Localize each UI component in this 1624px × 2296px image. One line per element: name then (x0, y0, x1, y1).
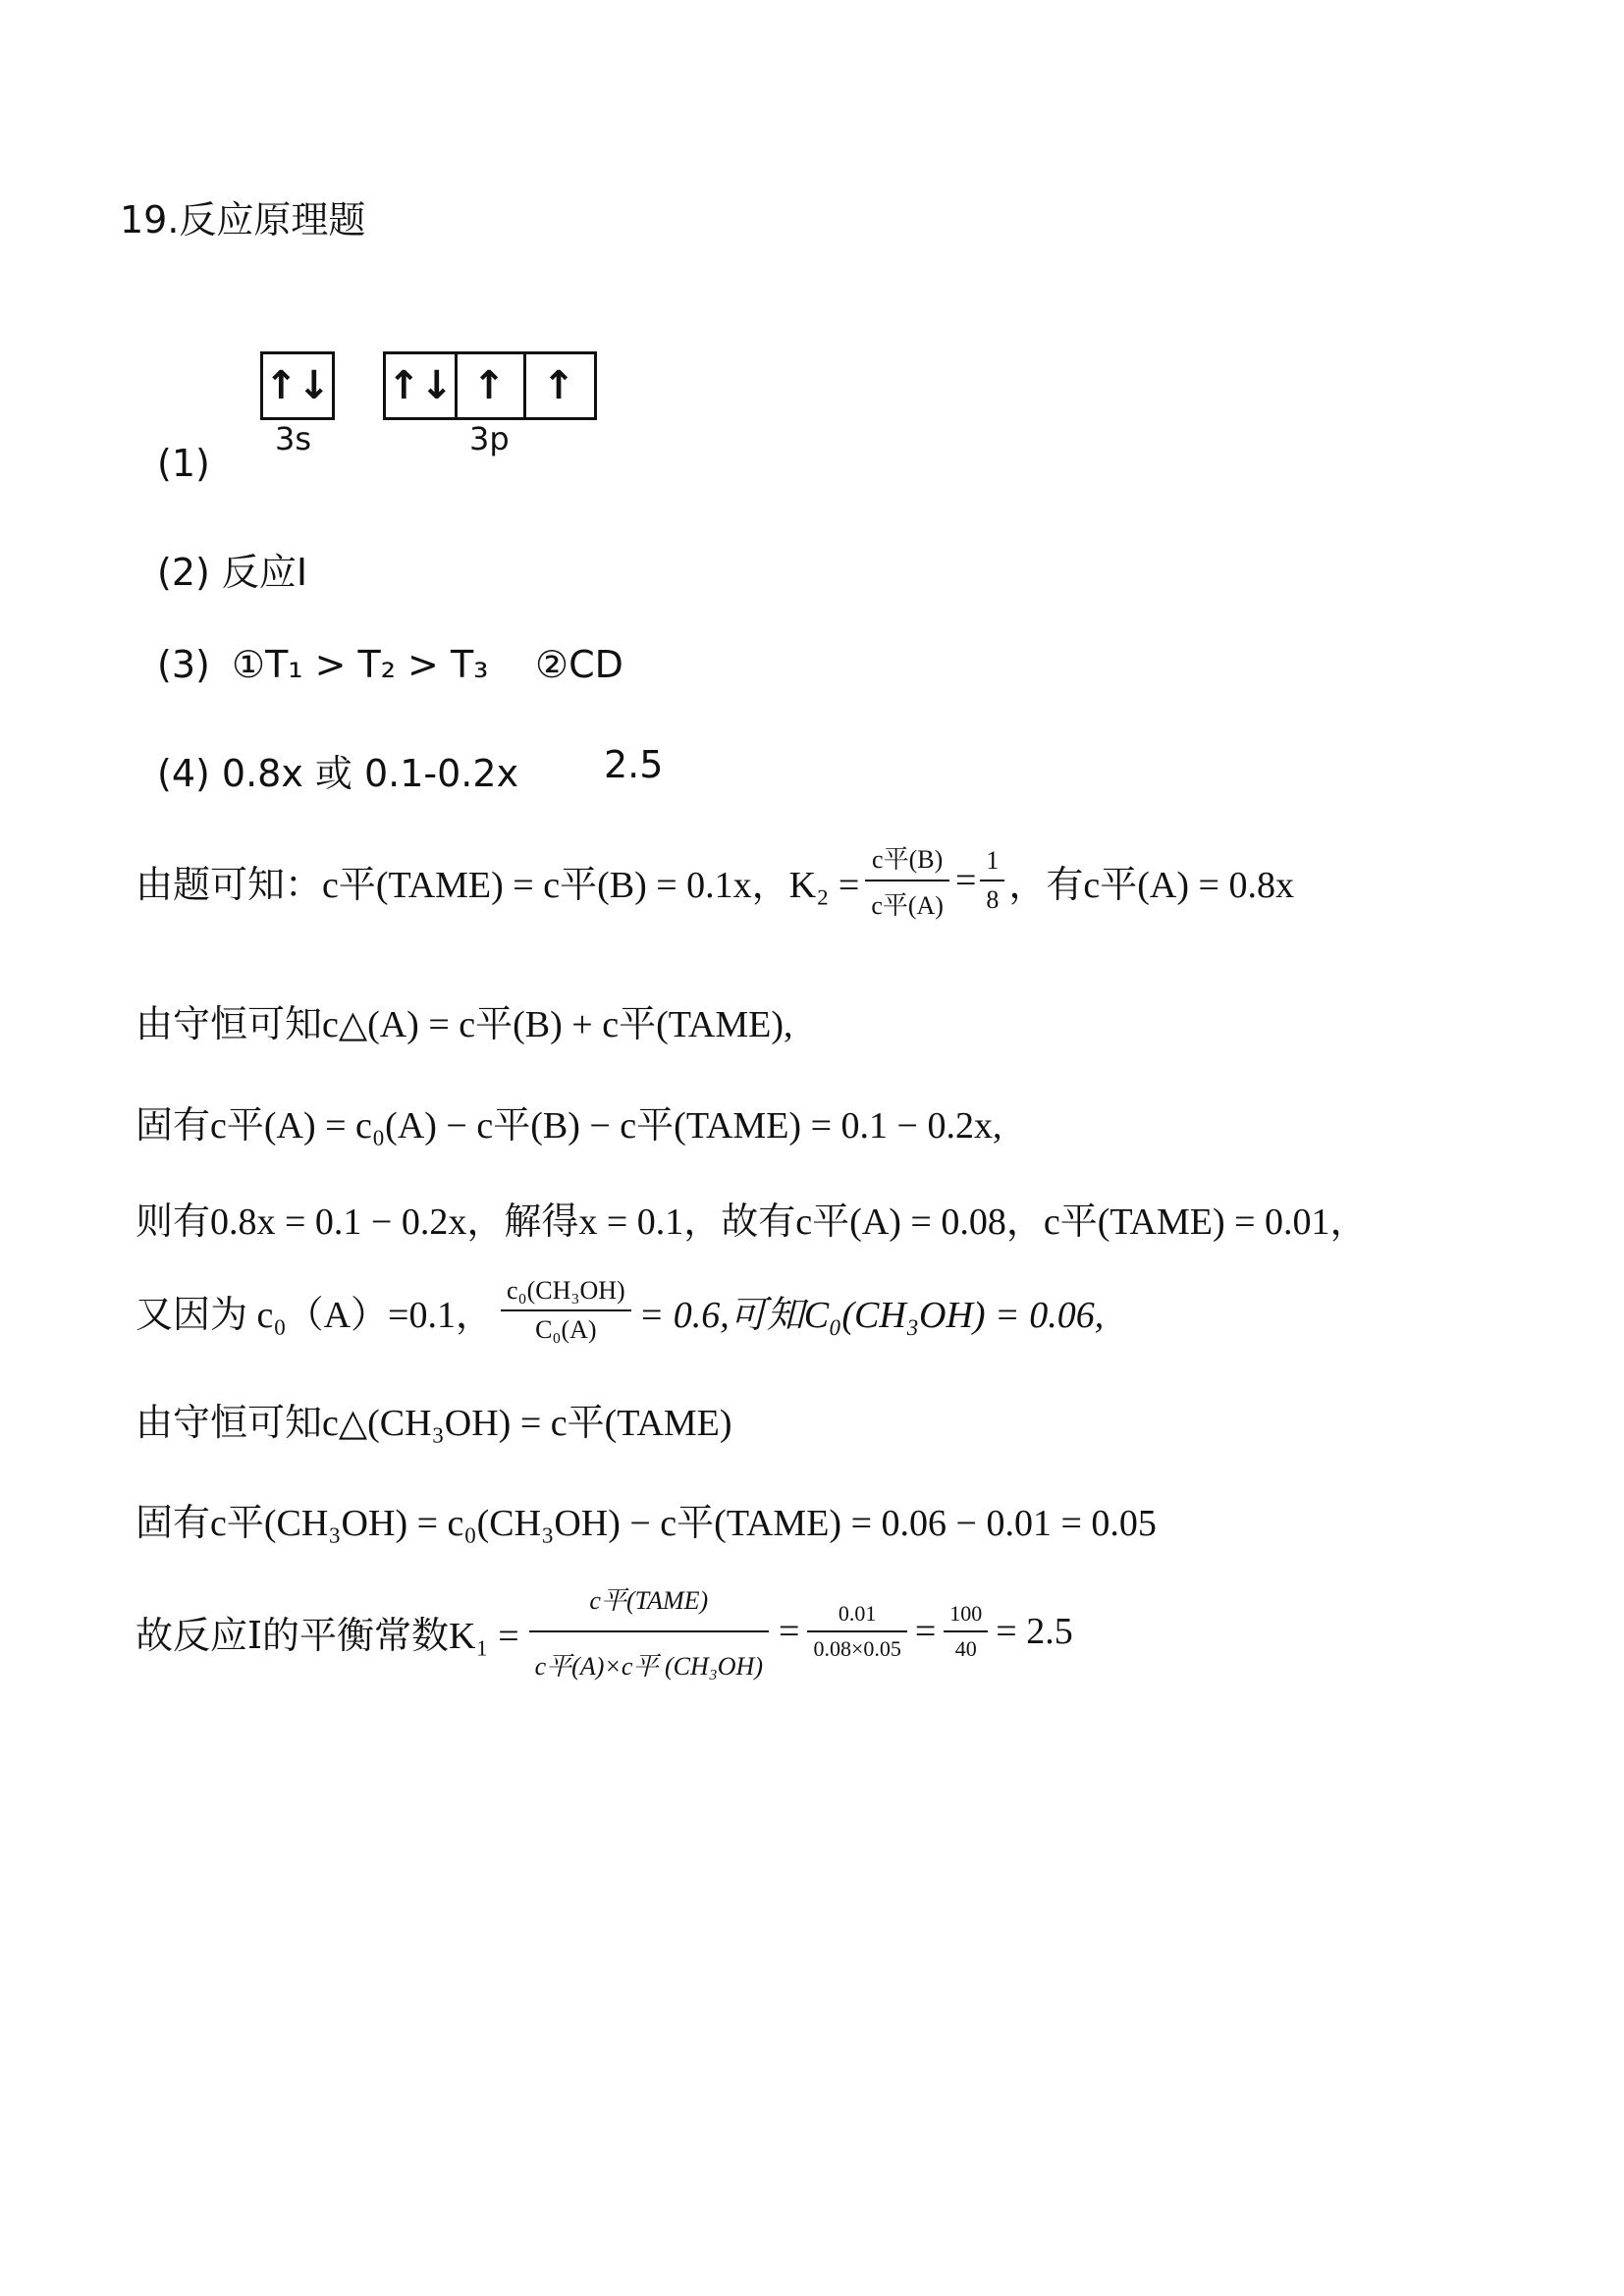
derivation-line-8 (135, 1580, 1073, 1682)
answer-3-part2: ②CD (535, 643, 623, 686)
simplified-fraction-denominator: 40 (954, 1636, 977, 1661)
orbital-box-3p-1: ↑↓ (383, 351, 458, 420)
line8-equals-1: = (779, 1611, 800, 1652)
answer-4: (4) 0.8x 或 0.1-0.2x (157, 752, 519, 795)
line1-text-b: = (954, 860, 977, 901)
line5-text-a: 又因为 c₀（A）=0.1， (135, 1294, 493, 1336)
line8-text-a: 故反应Ⅰ的平衡常数K₁ = (135, 1615, 519, 1657)
numeric-fraction (807, 1601, 906, 1662)
one-eighth-fraction (980, 846, 1004, 915)
answer-1-label: (1) (157, 442, 210, 485)
derivation-line-7: 固有c平(CH₃OH) = c₀(CH₃OH) − c平(TAME) = 0.06 − 0.01 = 0.05 (135, 1503, 1157, 1544)
orbital-box-3s: ↑↓ (260, 351, 335, 420)
line8-result: = 2.5 (996, 1611, 1073, 1652)
line8-equals-2: = (914, 1611, 937, 1652)
derivation-line-1 (135, 839, 1294, 922)
line1-text-a: c平(TAME) = c平(B) = 0.1x，K₂ = (322, 864, 860, 906)
k1-denominator: c平(A)×c平 (CH₃OH) (534, 1652, 763, 1681)
derivation-line-6: 由守恒可知c△(CH₃OH) = c平(TAME) (135, 1403, 732, 1444)
simplified-fraction (944, 1601, 988, 1662)
numeric-fraction-numerator: 0.01 (807, 1601, 906, 1632)
derivation-line-4: 则有0.8x = 0.1 − 0.2x，解得x = 0.1，故有c平(A) = 0.08，c平(TAME) = 0.01， (135, 1201, 1368, 1243)
orbital-label-3s: 3s (275, 420, 312, 457)
methanol-ratio-numerator: c₀(CH₃OH) (501, 1276, 631, 1311)
simplified-fraction-numerator: 100 (944, 1601, 988, 1632)
k2-denominator: c平(A) (871, 891, 944, 920)
derivation-line-5 (135, 1276, 1104, 1345)
line1-prefix: 由题可知： (135, 862, 323, 906)
k2-fraction (865, 839, 949, 922)
orbital-label-3p: 3p (469, 420, 510, 457)
k1-numerator: c平(TAME) (529, 1580, 769, 1632)
derivation-line-3: 固有c平(A) = c₀(A) − c平(B) − c平(TAME) = 0.1 − 0.2x, (135, 1105, 1002, 1147)
answer-3-part1: ①T₁ > T₂ > T₃ (232, 643, 489, 686)
derivation-line-2: 由守恒可知c△(A) = c平(B) + c平(TAME), (135, 1004, 793, 1045)
orbital-box-3p-3: ↑ (523, 351, 597, 420)
methanol-ratio-denominator: C₀(A) (535, 1315, 597, 1344)
answer-2: (2) 反应Ⅰ (157, 551, 308, 594)
k1-fraction (529, 1580, 769, 1682)
answer-4-value: 2.5 (604, 743, 664, 786)
line5-text-b: = 0.6,可知C₀(CH₃OH) = 0.06, (638, 1294, 1105, 1336)
answer-3-label: (3) (157, 643, 210, 686)
one-eighth-denominator: 8 (986, 885, 1000, 914)
page-title: 19.反应原理题 (120, 198, 366, 241)
orbital-box-3p-2: ↑ (455, 351, 526, 420)
methanol-ratio-fraction (501, 1276, 631, 1345)
line1-text-c: ，有c平(A) = 0.8x (1008, 864, 1294, 906)
numeric-fraction-denominator: 0.08×0.05 (813, 1636, 901, 1661)
one-eighth-numerator: 1 (980, 846, 1004, 881)
k2-numerator: c平(B) (865, 839, 949, 881)
